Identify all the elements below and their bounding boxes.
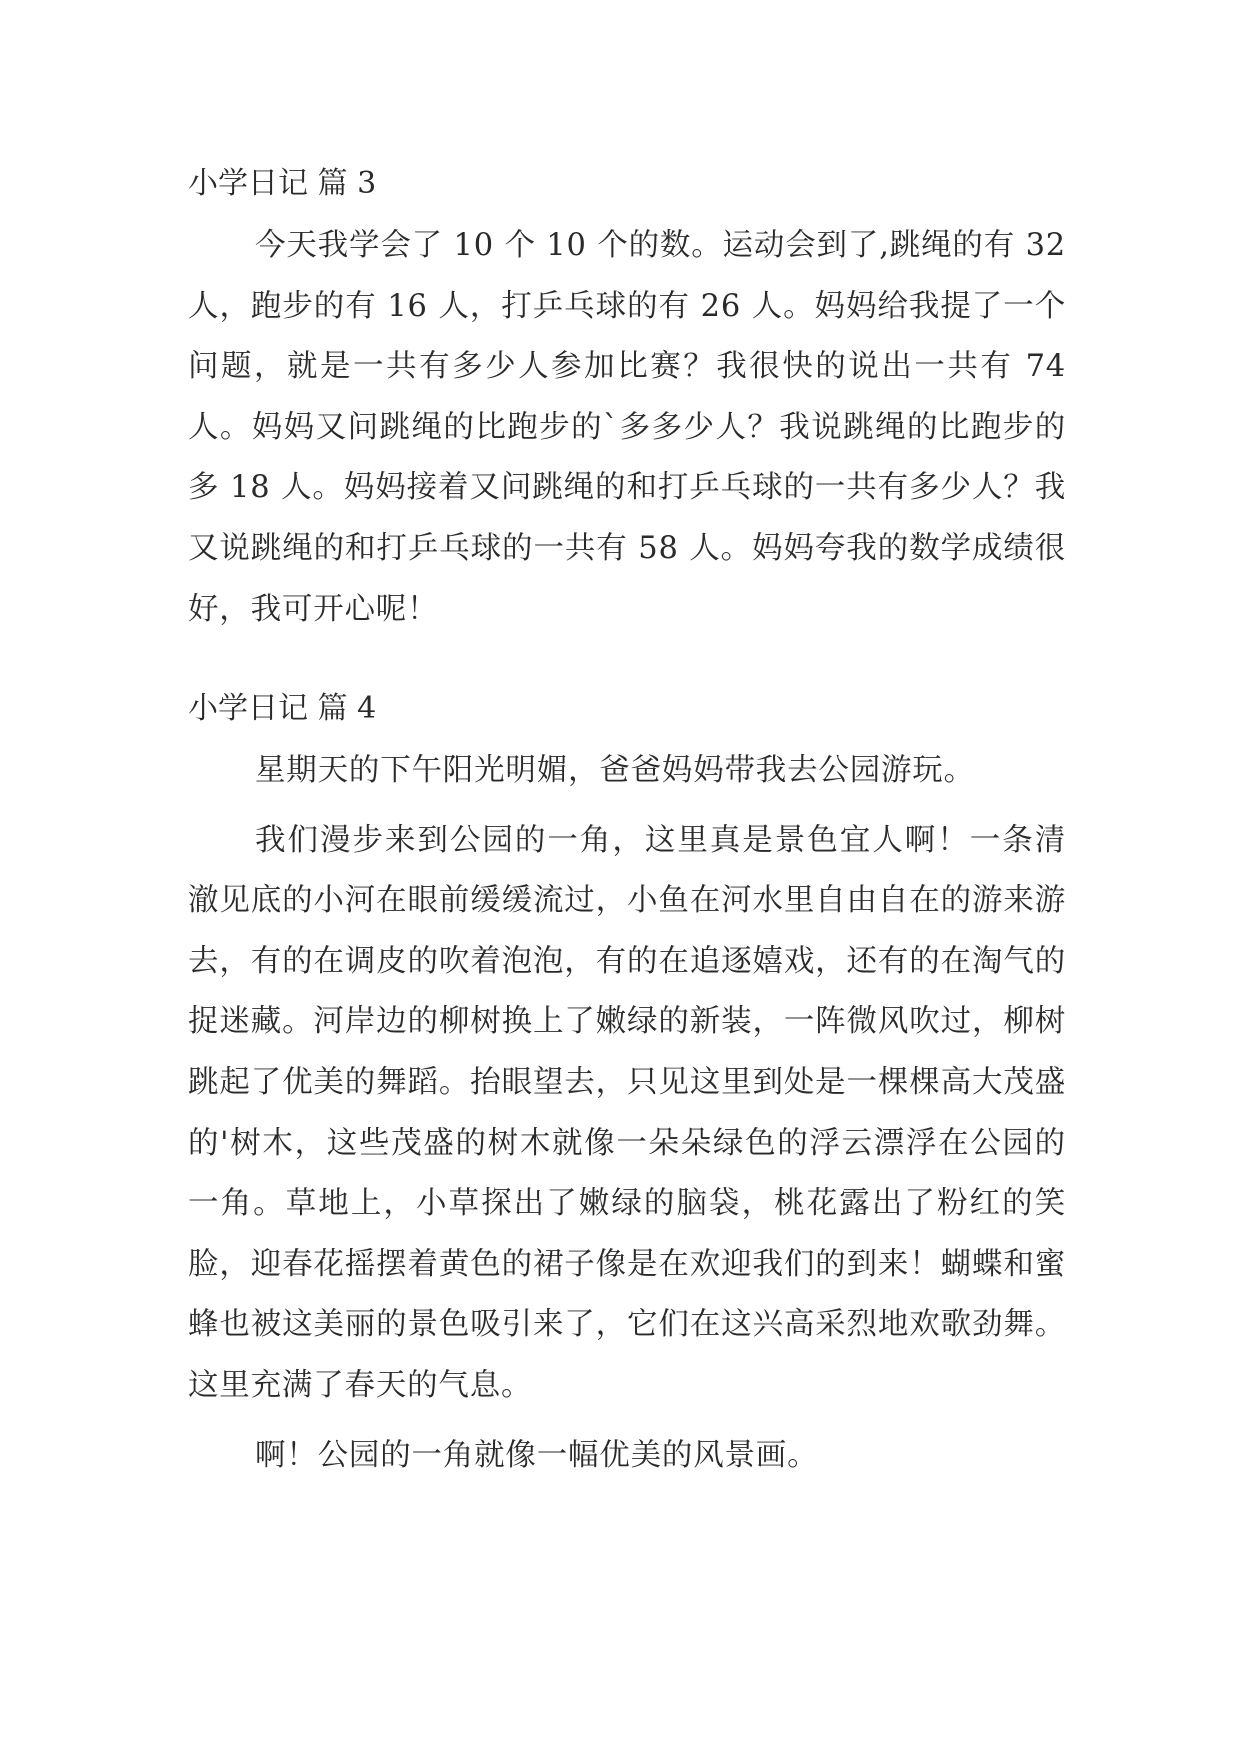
entry-title: 小学日记 篇 3	[188, 166, 377, 201]
diary-entry-3	[188, 164, 1066, 640]
entry-title: 小学日记 篇 4	[188, 691, 377, 726]
diary-entry-4	[188, 689, 1066, 1486]
entry-paragraph: 星期天的下午阳光明媚，爸爸妈妈带我去公园游玩。	[255, 753, 975, 788]
entry-paragraph: 今天我学会了 10 个 10 个的数。运动会到了,跳绳的有 32 人，跑步的有 16 人，打乒乓球的有 26 人。妈妈给我提了一个问题，就是一共有多少人参加比赛？我很快的说出一共有 74 人。妈妈又问跳绳的比跑步的`多多少人？我说跳绳的比跑步的多 18 人。妈妈接着又问跳绳的和打乒乓球的一共有多少人？我又说跳绳的和打乒乓球的一共有 58 人。妈妈夸我的数学成绩很好，我可开心呢！	[188, 228, 1066, 627]
entry-paragraph: 我们漫步来到公园的一角，这里真是景色宜人啊！一条清澈见底的小河在眼前缓缓流过，小鱼在河水里自由自在的游来游去，有的在调皮的吹着泡泡，有的在追逐嬉戏，还有的在淘气的捉迷藏。河岸边的柳树换上了嫩绿的新装，一阵微风吹过，柳树跳起了优美的舞蹈。抬眼望去，只见这里到处是一棵棵高大茂盛的'树木，这些茂盛的树木就像一朵朵绿色的浮云漂浮在公园的一角。草地上，小草探出了嫩绿的脑袋，桃花露出了粉红的笑脸，迎春花摇摆着黄色的裙子像是在欢迎我们的到来！蝴蝶和蜜蜂也被这美丽的景色吸引来了，它们在这兴高采烈地欢歌劲舞。这里充满了春天的气息。	[188, 822, 1066, 1403]
entry-paragraph: 啊！公园的一角就像一幅优美的风景画。	[255, 1437, 819, 1473]
